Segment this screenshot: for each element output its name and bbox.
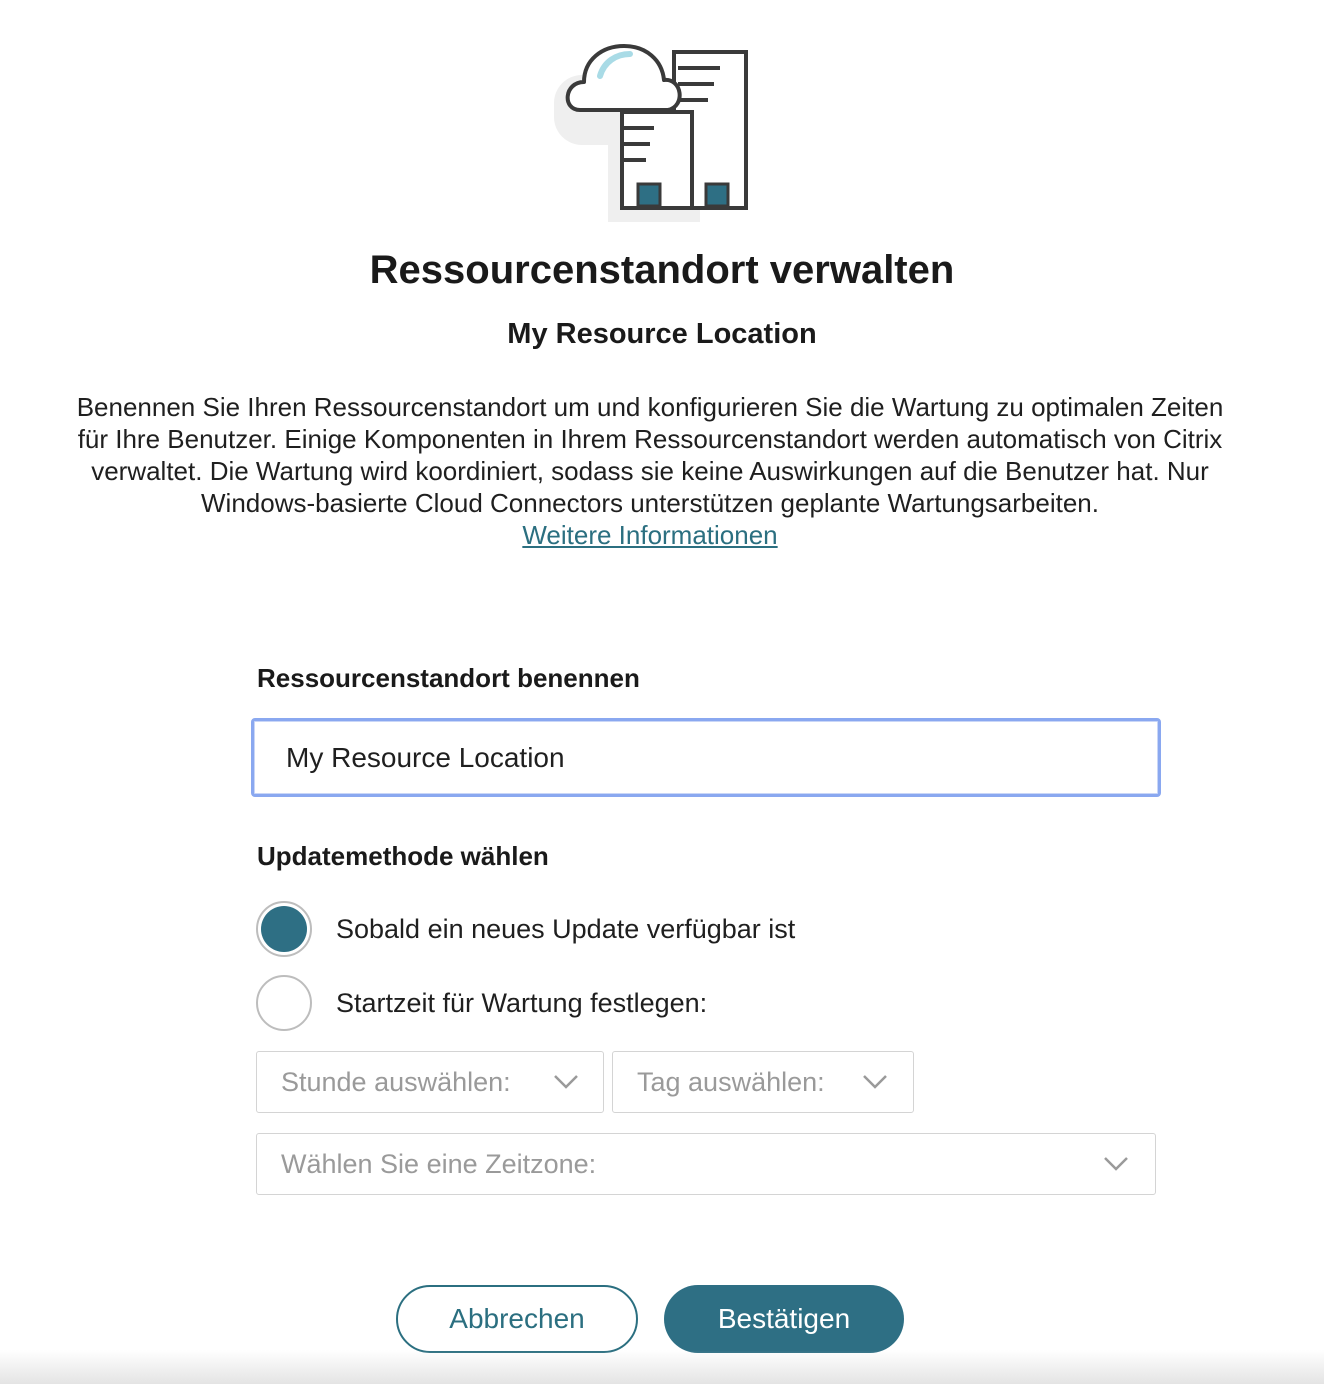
hour-select[interactable]: [256, 1051, 604, 1113]
timezone-select-placeholder: Wählen Sie eine Zeitzone:: [281, 1148, 597, 1179]
cloud-buildings-icon: [540, 18, 770, 228]
name-section-label: Ressourcenstandort benennen: [257, 663, 640, 693]
resource-location-name: My Resource Location: [507, 318, 817, 350]
radio-label-immediate: Sobald ein neues Update verfügbar ist: [336, 913, 796, 944]
hour-select-placeholder: Stunde auswählen:: [281, 1066, 511, 1097]
resource-location-illustration: [540, 18, 770, 228]
page-title: Ressourcenstandort verwalten: [369, 248, 955, 292]
chevron-down-icon: [553, 1074, 579, 1090]
chevron-down-icon: [1103, 1156, 1129, 1172]
more-info-link[interactable]: Weitere Informationen: [522, 520, 778, 550]
radio-label-scheduled: Startzeit für Wartung festlegen:: [336, 987, 708, 1018]
confirm-button[interactable]: Bestätigen: [664, 1285, 904, 1353]
radio-selected-dot: [261, 906, 307, 952]
radio-button-immediate[interactable]: [256, 901, 312, 957]
bottom-edge-shadow: [0, 1350, 1324, 1384]
resource-location-name-input[interactable]: [251, 718, 1161, 797]
day-select-placeholder: Tag auswählen:: [637, 1066, 825, 1097]
radio-option-scheduled[interactable]: [256, 975, 707, 1031]
timezone-select[interactable]: [256, 1133, 1156, 1195]
cancel-button[interactable]: Abbrechen: [396, 1285, 638, 1353]
radio-option-immediate[interactable]: [256, 901, 795, 957]
radio-button-scheduled[interactable]: [256, 975, 312, 1031]
day-select[interactable]: [612, 1051, 914, 1113]
chevron-down-icon: [862, 1074, 888, 1090]
description: [70, 391, 1230, 551]
update-method-label: Updatemethode wählen: [257, 841, 549, 871]
description-text: Benennen Sie Ihren Ressourcenstandort um und konfigurieren Sie die Wartung zu optimalen Zeiten für Ihre Benutzer. Einige Komponenten in Ihrem Ressourcenstandort werden automatisch von Citrix verwaltet. Die Wartung wird koordiniert, sodass sie keine Auswirkungen auf die Benutzer hat. Nur Windows-basierte Cloud Connectors unterstützen geplante Wartungsarbeiten.: [76, 392, 1224, 518]
